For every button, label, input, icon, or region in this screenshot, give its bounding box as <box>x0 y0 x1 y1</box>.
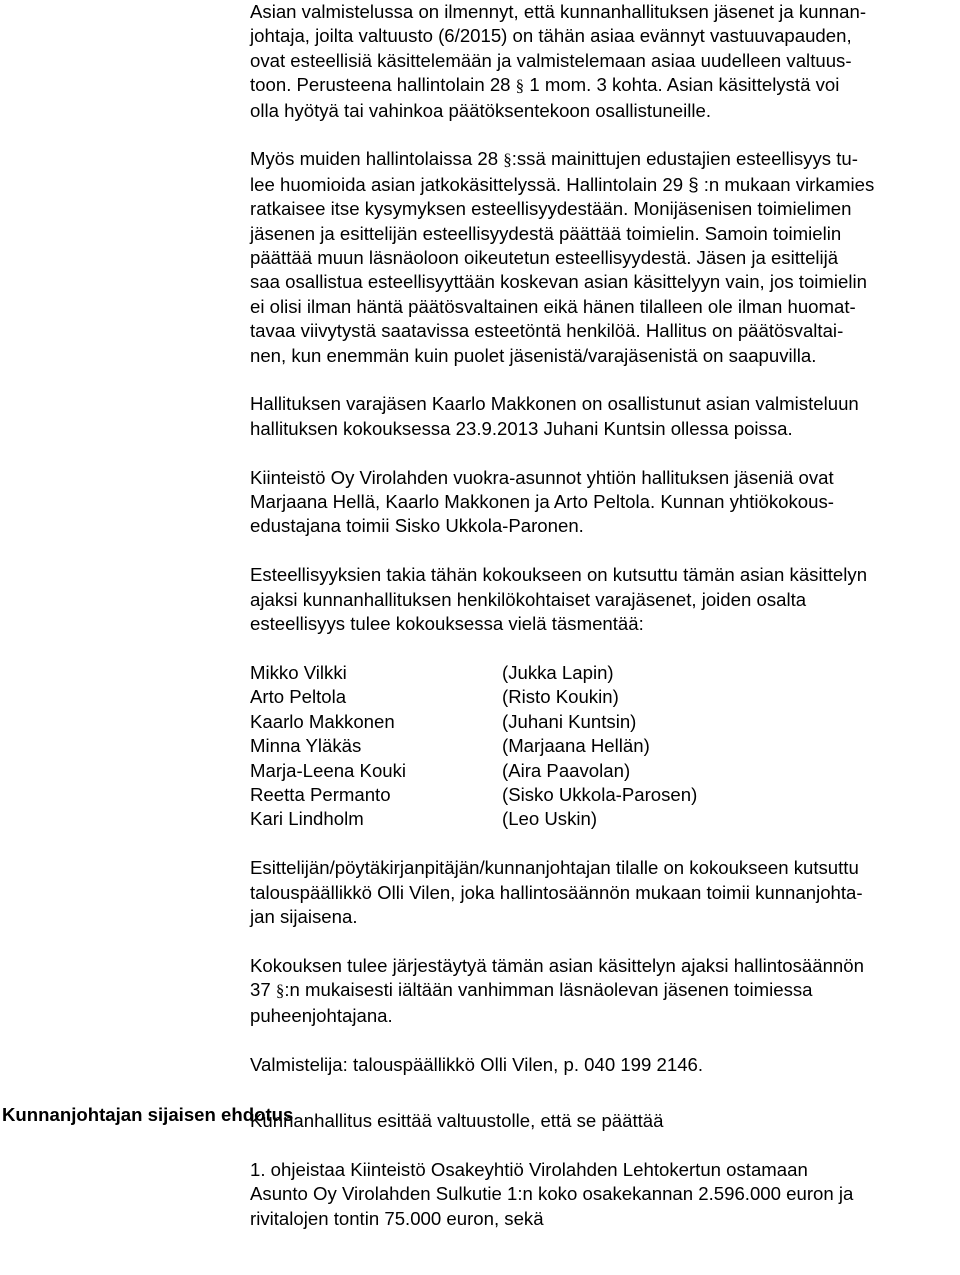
body-paragraph <box>250 0 950 123</box>
member-replaces: (Juhani Kuntsin) <box>502 710 637 732</box>
member-replaces: (Sisko Ukkola-Parosen) <box>502 783 698 805</box>
text-line: Hallituksen varajäsen Kaarlo Makkonen on osallistunut asian valmisteluun <box>250 393 859 415</box>
text-line: ovat esteellisiä käsittelemään ja valmistelemaan asiaa uudelleen valtuus- <box>250 49 852 71</box>
text-line: toon. Perusteena hallintolain 28 § 1 mom. 3 kohta. Asian käsittelystä voi <box>250 74 840 96</box>
text-line: 1. ohjeistaa Kiinteistö Osakeyhtiö Virolahden Lehtokertun ostamaan <box>250 1158 808 1180</box>
text-line: Marjaana Hellä, Kaarlo Makkonen ja Arto Peltola. Kunnan yhtiökokous- <box>250 491 834 513</box>
text-line: hallituksen kokouksessa 23.9.2013 Juhani Kuntsin ollessa poissa. <box>250 417 793 439</box>
member-replaces: (Risto Koukin) <box>502 686 619 708</box>
text-line: ratkaisee itse kysymyksen esteellisyydestään. Monijäsenisen toimielimen <box>250 198 852 220</box>
proposal-items <box>250 1158 950 1231</box>
text-line: olla hyötyä tai vahinkoa päätöksentekoon osallistuneille. <box>250 99 712 121</box>
text-line: tavaa viivytystä saatavissa esteetöntä henkilöä. Hallitus on päätösvaltai- <box>250 320 844 342</box>
paragraphs-before <box>250 0 950 661</box>
paragraphs-after <box>250 856 950 1077</box>
member-replaces-column <box>502 661 697 832</box>
member-name: Kaarlo Makkonen <box>250 710 395 732</box>
member-name: Minna Yläkäs <box>250 735 362 757</box>
proposal-intro: Kunnanhallitus esittää valtuustolle, että se päättää <box>250 1109 664 1131</box>
member-replaces: (Aira Paavolan) <box>502 759 631 781</box>
text-line: Esittelijän/pöytäkirjanpitäjän/kunnanjohtajan tilalle on kokoukseen kutsuttu <box>250 857 859 879</box>
text-line: Myös muiden hallintolaissa 28 §:ssä mainittujen edustajien esteellisyys tu- <box>250 148 858 170</box>
body-paragraph <box>250 1053 950 1077</box>
member-name: Arto Peltola <box>250 686 347 708</box>
proposal-paragraph <box>250 1158 950 1231</box>
text-line: päättää muun läsnäoloon oikeutetun esteellisyydestä. Jäsen ja esittelijä <box>250 247 839 269</box>
text-line: jan sijaisena. <box>250 906 358 928</box>
body-paragraph <box>250 563 950 636</box>
text-line: Esteellisyyksien takia tähän kokoukseen on kutsuttu tämän asian käsittelyn <box>250 564 868 586</box>
text-line: Kokouksen tulee järjestäytyä tämän asian käsittelyn ajaksi hallintosäännön <box>250 954 864 976</box>
text-line: esteellisyys tulee kokouksessa vielä täsmentää: <box>250 613 644 635</box>
member-name: Kari Lindholm <box>250 808 364 830</box>
member-replaces: (Jukka Lapin) <box>502 661 614 683</box>
text-line: Valmistelija: talouspäällikkö Olli Vilen, p. 040 199 2146. <box>250 1053 704 1075</box>
substitute-members-list <box>250 661 950 832</box>
body-paragraph <box>250 147 950 368</box>
text-line: Kiinteistö Oy Virolahden vuokra-asunnot yhtiön hallituksen jäseniä ovat <box>250 466 834 488</box>
text-line: rivitalojen tontin 75.000 euron, sekä <box>250 1207 544 1229</box>
side-heading: Kunnanjohtajan sijaisen ehdotus <box>2 1104 294 1125</box>
member-replaces: (Leo Uskin) <box>502 808 598 830</box>
member-replaces: (Marjaana Hellän) <box>502 735 650 757</box>
member-name: Marja-Leena Kouki <box>250 759 407 781</box>
text-line: johtaja, joilta valtuusto (6/2015) on tähän asiaa evännyt vastuuvapauden, <box>250 25 852 47</box>
member-name: Reetta Permanto <box>250 783 391 805</box>
text-line: Asunto Oy Virolahden Sulkutie 1:n koko osakekannan 2.596.000 euron ja <box>250 1183 854 1205</box>
text-line: ajaksi kunnanhallituksen henkilökohtaiset varajäsenet, joiden osalta <box>250 588 807 610</box>
member-name: Mikko Vilkki <box>250 661 347 683</box>
text-line: edustajana toimii Sisko Ukkola-Paronen. <box>250 515 584 537</box>
text-line: talouspäällikkö Olli Vilen, joka hallintosäännön mukaan toimii kunnanjohta- <box>250 881 863 903</box>
text-line: ei olisi ilman häntä päätösvaltainen eikä hänen tilalleen ole ilman huomat- <box>250 295 856 317</box>
text-line: saa osallistua esteellisyyttään koskevan asian käsittelyyn vain, jos toimielin <box>250 271 867 293</box>
text-line: puheenjohtajana. <box>250 1004 393 1026</box>
body-paragraph <box>250 392 950 441</box>
document-body <box>250 0 950 1231</box>
text-line: lee huomioida asian jatkokäsittelyssä. Hallintolain 29 § :n mukaan virkamies <box>250 173 875 195</box>
text-line: 37 §:n mukaisesti iältään vanhimman läsnäolevan jäsenen toimiessa <box>250 979 813 1001</box>
text-line: jäsenen ja esittelijän esteellisyydestä päättää toimielin. Samoin toimielin <box>250 222 842 244</box>
member-names-column <box>250 661 406 832</box>
body-paragraph <box>250 466 950 539</box>
body-paragraph <box>250 856 950 929</box>
text-line: Asian valmistelussa on ilmennyt, että kunnanhallituksen jäsenet ja kunnan- <box>250 1 867 22</box>
text-line: nen, kun enemmän kuin puolet jäsenistä/varajäsenistä on saapuvilla. <box>250 344 817 366</box>
body-paragraph <box>250 954 950 1028</box>
